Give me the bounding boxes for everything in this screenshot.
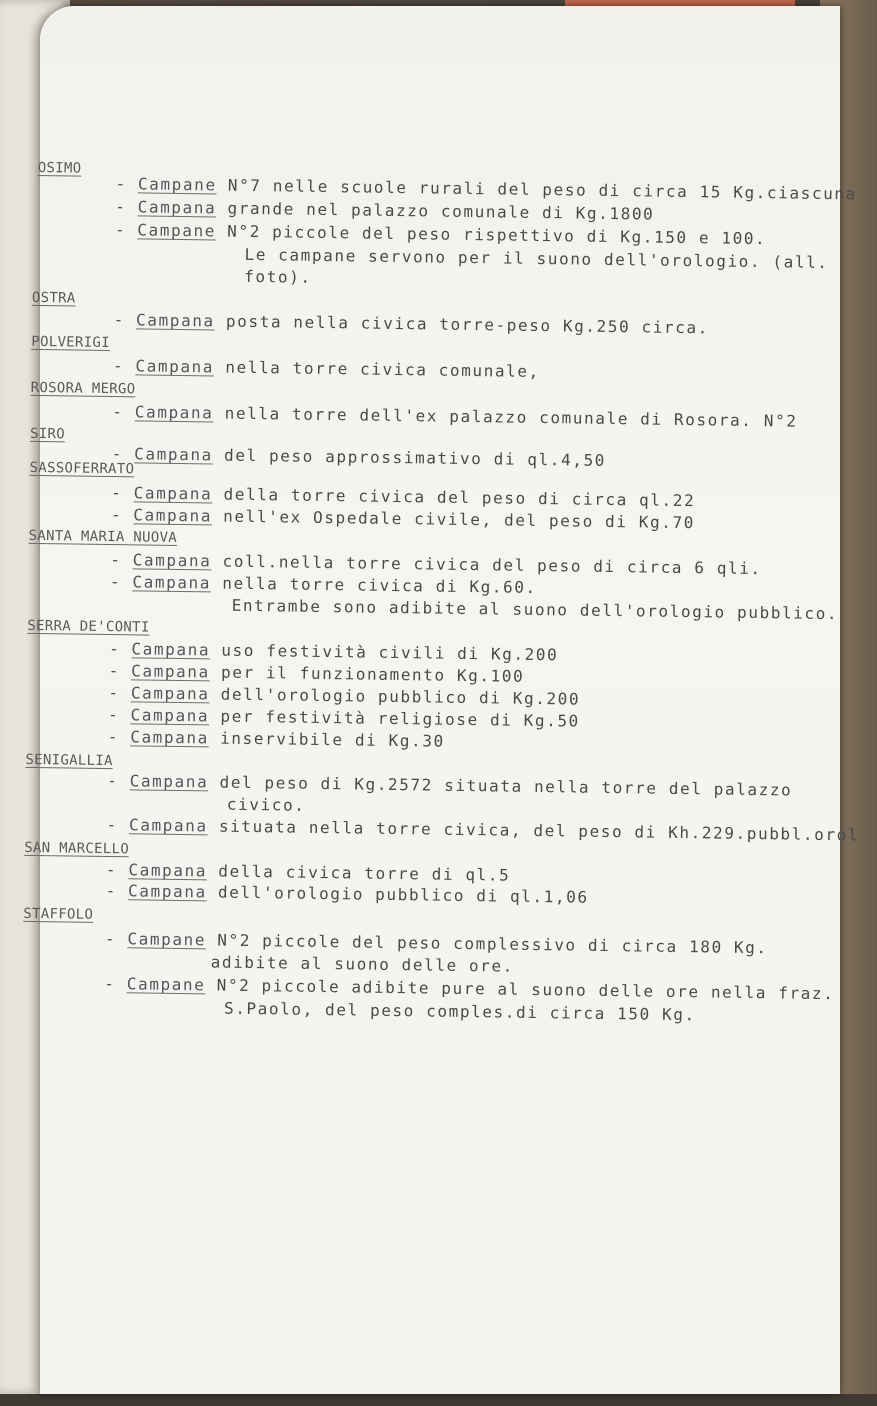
entry-line: - Campane N°2 piccole adibite pure al suono delle ore nella fraz. <box>104 973 835 1004</box>
entry-line: Entrambe sono adibite al suono dell'orologio pubblico. <box>231 595 839 624</box>
entry-line: - Campana per il funzionamento Kg.100 <box>108 661 525 686</box>
entry-line: S.Paolo, del peso comples.di circa 150 Kg. <box>223 998 696 1025</box>
entry-line: - Campana nell'ex Ospedale civile, del peso di Kg.70 <box>110 505 696 533</box>
entry-line: - Campana inservibile di Kg.30 <box>107 727 445 751</box>
place-heading: SANTA MARIA NUOVA <box>28 527 178 546</box>
entry-line: - Campana per festività religiose di Kg.50 <box>107 705 581 731</box>
entry-line: - Campana situata nella torre civica, del peso di Kh.229.pubbl.orol <box>106 814 860 845</box>
entry-line: - Campane N°2 piccole del peso complessivo di circa 180 Kg. <box>104 928 768 958</box>
place-heading: ROSORA MERGO <box>30 379 136 398</box>
entry-line: - Campana coll.nella torre civica del peso di circa 6 qli. <box>110 550 762 579</box>
entry-line: - Campana della torre civica del peso di circa ql.22 <box>111 483 696 511</box>
entry-line: - Campana della civica torre di ql.5 <box>105 859 511 885</box>
entry-line: - Campana dell'orologio pubblico di Kg.200 <box>108 683 581 709</box>
entry-line: - Campana del peso approssimativo di ql.4,50 <box>111 444 607 470</box>
entry-line: - Campana nella torre dell'ex palazzo comunale di Rosora. N°2 <box>112 402 798 431</box>
entry-line: civico. <box>226 794 306 815</box>
place-heading: SERRA DE'CONTI <box>27 617 150 636</box>
entry-line: - Campana nella torre civica comunale, <box>112 356 540 381</box>
entry-line: - Campana del peso di Kg.2572 situata nella torre del palazzo <box>107 771 793 800</box>
place-heading: OSIMO <box>37 159 82 177</box>
entry-line: - Campana posta nella civica torre-peso Kg.250 circa. <box>113 310 710 338</box>
place-heading: SAN MARCELLO <box>24 839 130 858</box>
entry-line: Le campane servono per il suono dell'orologio. (all. <box>244 244 829 273</box>
entry-line: - Campana grande nel palazzo comunale di Kg.1800 <box>115 197 655 224</box>
place-heading: SASSOFERRATO <box>29 459 135 478</box>
place-heading: STAFFOLO <box>23 905 94 923</box>
place-heading: POLVERIGI <box>31 333 110 351</box>
place-heading: SIRO <box>29 425 66 443</box>
entry-line: - Campane N°2 piccole del peso rispettivo di Kg.150 e 100. <box>114 220 767 249</box>
entry-line: - Campana uso festività civili di Kg.200 <box>108 639 559 665</box>
entry-line: - Campana nella torre civica di Kg.60. <box>109 572 537 597</box>
place-heading: SENIGALLIA <box>25 751 113 770</box>
entry-line: - Campana dell'orologio pubblico di ql.1,06 <box>105 880 589 907</box>
entry-line: - Campane N°7 nelle scuole rurali del peso di circa 15 Kg.ciascuna <box>115 174 857 204</box>
entry-line: adibite al suono delle ore. <box>210 952 515 976</box>
entry-line: foto). <box>244 266 312 287</box>
place-heading: OSTRA <box>31 289 76 307</box>
